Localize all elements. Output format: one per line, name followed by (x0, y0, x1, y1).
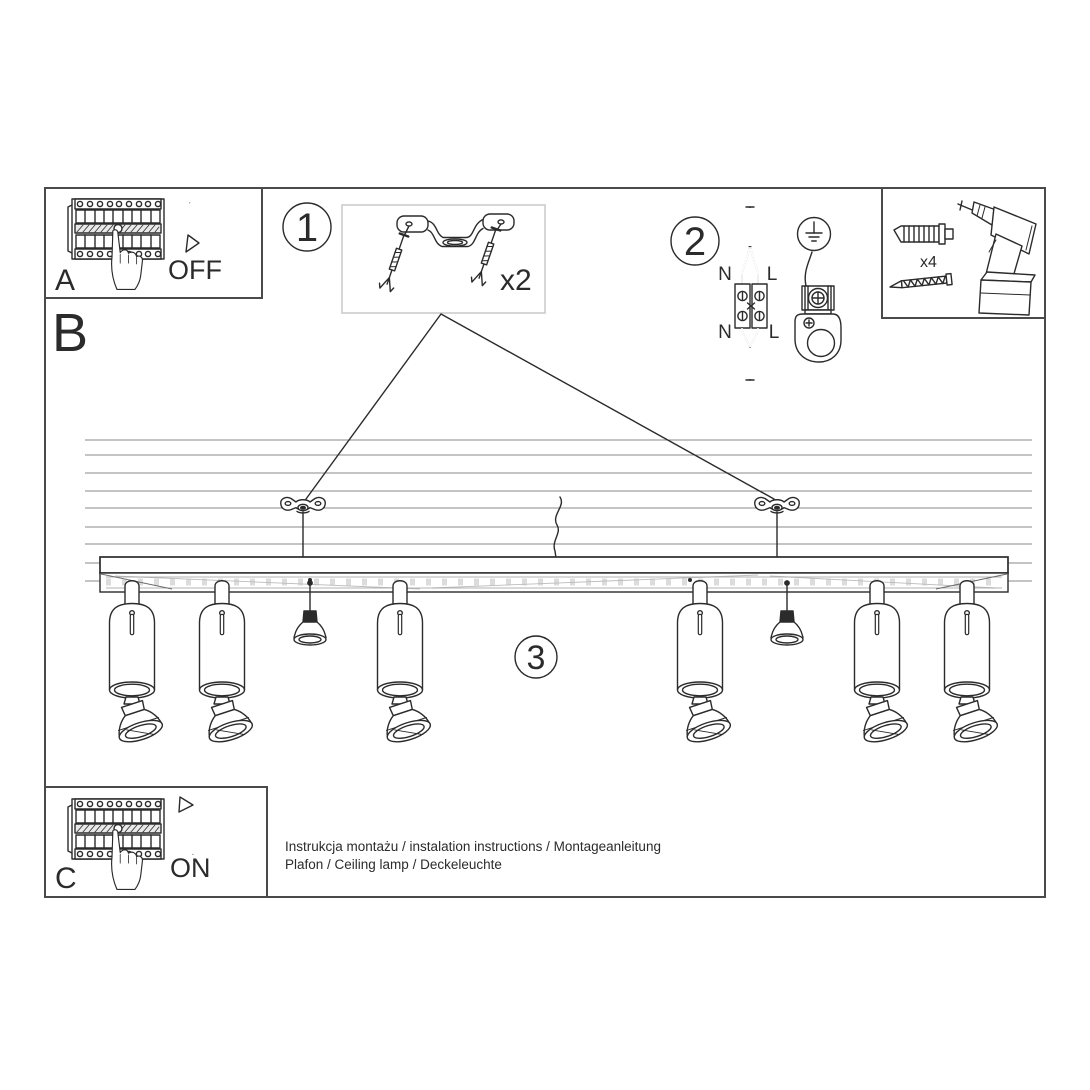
step2-group (671, 207, 841, 380)
power-cable-terminal-icon (735, 207, 767, 380)
label-section-c: C (55, 862, 77, 895)
spotlight-6 (945, 581, 1000, 746)
on-arrow-icon (179, 797, 196, 854)
spotlight-5 (855, 581, 910, 746)
label-neutral-top: N (718, 264, 732, 285)
screw-icon (889, 274, 952, 291)
spotlight-4 (678, 581, 733, 746)
section-c-box (45, 787, 267, 897)
section-a-box (45, 188, 262, 298)
ground-clamp-icon (795, 286, 841, 362)
label-section-b: B (52, 303, 89, 363)
spotlight-3 (378, 581, 433, 746)
step2-number: 2 (683, 220, 707, 264)
drill-icon (958, 201, 1036, 315)
label-live-top: L (766, 264, 778, 285)
step1-group (283, 203, 545, 313)
ground-symbol-icon (806, 222, 822, 241)
spotlight-1 (110, 581, 165, 746)
wall-plug-icon (894, 224, 953, 244)
off-arrow-icon (186, 203, 199, 252)
label-live-bottom: L (768, 322, 780, 343)
label-off: OFF (168, 255, 222, 285)
label-x2: x2 (500, 264, 532, 297)
spotlight-2 (200, 581, 255, 746)
footer-line-2: Plafon / Ceiling lamp / Deckeleuchte (285, 857, 502, 872)
label-section-a: A (55, 264, 76, 297)
footer-line-1: Instrukcja montażu / instalation instructions / Montageanleitung (285, 839, 661, 854)
tools-box (882, 188, 1045, 318)
label-x4: x4 (920, 254, 937, 271)
ground-wire (805, 252, 812, 286)
label-on: ON (170, 853, 211, 883)
step1-number: 1 (295, 206, 319, 250)
step3-number: 3 (526, 639, 546, 677)
leader-lines (306, 314, 774, 499)
label-neutral-bottom: N (718, 322, 732, 343)
